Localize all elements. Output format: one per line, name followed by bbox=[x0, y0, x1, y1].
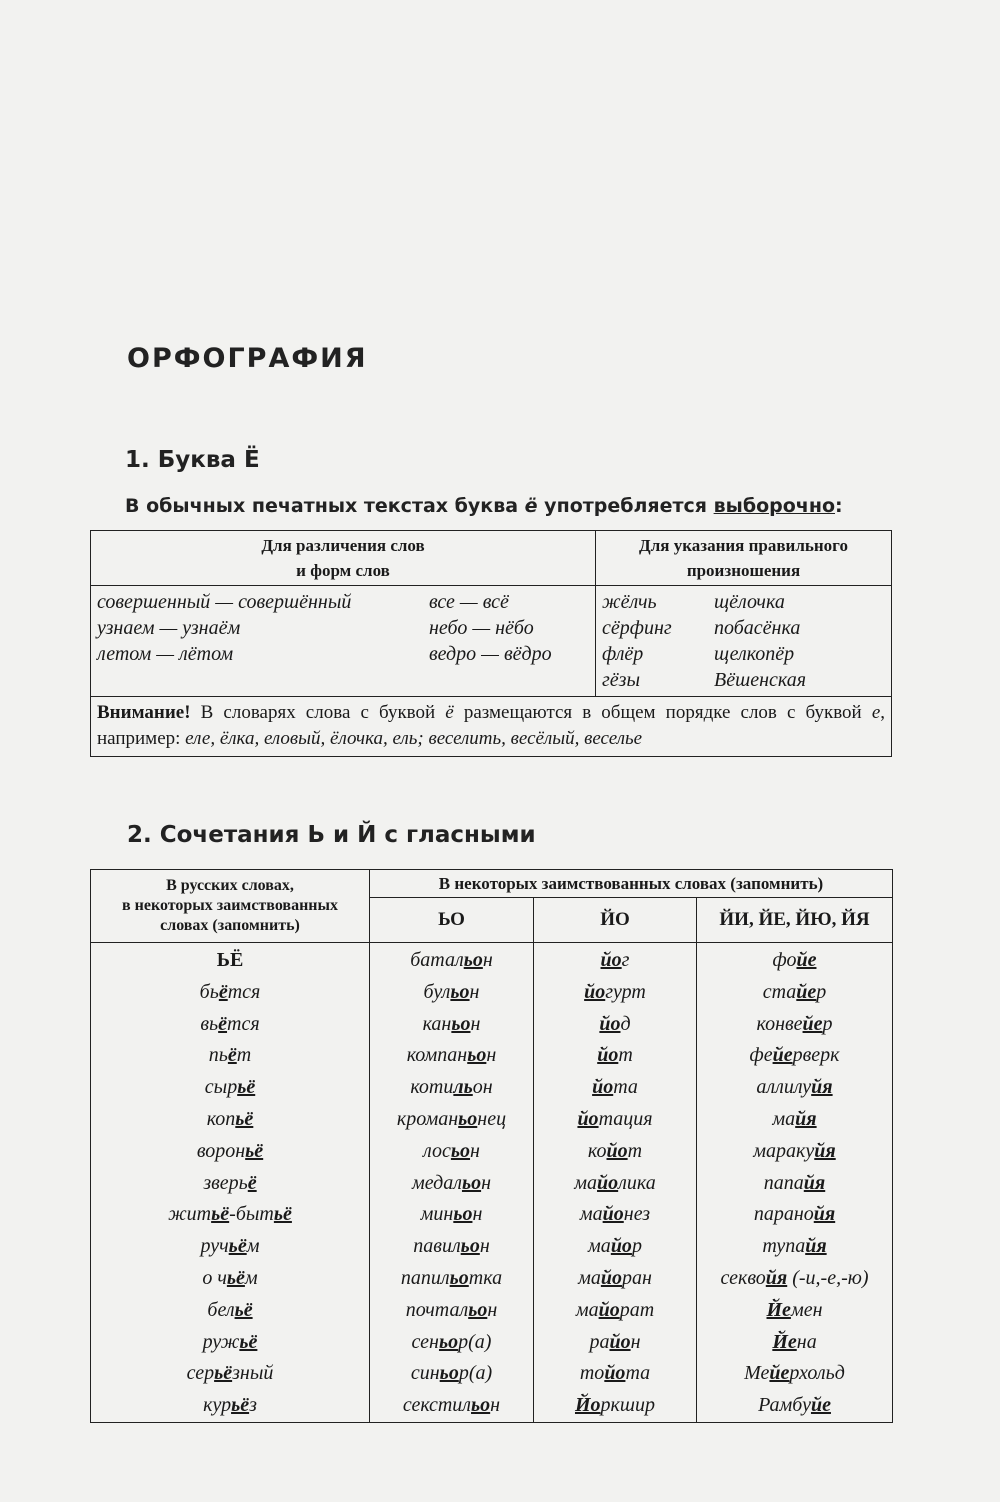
intro-text: В обычных печатных текстах буква bbox=[125, 495, 525, 517]
pronunciation-cell bbox=[596, 586, 892, 697]
note-letter: е bbox=[871, 702, 881, 723]
word-entry: о чьём bbox=[202, 1266, 258, 1289]
section2-title: 2. Сочетания Ь и Й с гласными bbox=[127, 822, 536, 848]
word-pair: узнаем — узнаём bbox=[97, 617, 241, 639]
intro-letter: ё bbox=[524, 495, 538, 517]
word-entry: синьор(а) bbox=[410, 1362, 493, 1385]
word-entry: секстильон bbox=[402, 1394, 501, 1417]
word-entry: сырьё bbox=[204, 1076, 256, 1099]
intro-text-middle: употребляется bbox=[537, 495, 714, 517]
note-label: Внимание! bbox=[97, 702, 191, 723]
table2-header-russian bbox=[91, 870, 370, 943]
table2-header-row bbox=[91, 870, 893, 898]
word-entry: Мейерхольд bbox=[744, 1362, 845, 1385]
header-line: в некоторых заимствованных bbox=[121, 897, 338, 914]
subheader-bo: ЬО bbox=[370, 898, 534, 943]
word-entry: майонез bbox=[579, 1203, 651, 1226]
pronunciation-word: жёлчь bbox=[602, 591, 657, 613]
note-letter: ё bbox=[445, 702, 454, 723]
word-entry: житьё-бытьё bbox=[168, 1203, 292, 1226]
word-pair: небо — нёбо bbox=[429, 617, 534, 639]
note-text: В словарях слова с буквой bbox=[190, 702, 446, 723]
word-entry: ружьё bbox=[202, 1330, 258, 1353]
word-entry: Йемен bbox=[766, 1298, 823, 1321]
word-entry: папайя bbox=[763, 1171, 826, 1194]
pronunciation-word: щёлочка bbox=[714, 591, 785, 613]
note-text: , например: bbox=[97, 702, 885, 749]
table1-note-row bbox=[91, 697, 892, 757]
word-entry: зверьё bbox=[203, 1171, 257, 1194]
word-entry: вороньё bbox=[196, 1139, 264, 1162]
header-line: словах (запомнить) bbox=[160, 917, 300, 934]
word-entry: йод bbox=[599, 1012, 631, 1035]
header-line: В русских словах, bbox=[166, 877, 294, 894]
section1-title: 1. Буква Ё bbox=[125, 447, 260, 473]
distinction-pairs bbox=[97, 589, 589, 667]
table2-body-row bbox=[91, 943, 893, 1423]
word-entry: тупайя bbox=[762, 1235, 827, 1258]
word-entry: бульон bbox=[423, 980, 480, 1003]
word-entry: майорат bbox=[575, 1298, 655, 1321]
soft-sign-table bbox=[90, 869, 893, 1423]
word-entry: майор bbox=[588, 1235, 642, 1258]
word-entry: почтальон bbox=[405, 1298, 498, 1321]
word-entry: йота bbox=[592, 1076, 638, 1099]
word-entry: Йоркшир bbox=[574, 1394, 655, 1417]
word-entry: конвейер bbox=[756, 1012, 833, 1035]
header-line: и форм слов bbox=[296, 561, 390, 580]
word-entry: лосьон bbox=[423, 1139, 480, 1162]
pronunciation-word: побасёнка bbox=[714, 617, 801, 639]
subheader-yo: ЙО bbox=[534, 898, 697, 943]
intro-underlined: выборочно bbox=[713, 495, 836, 517]
word-pair: совершенный — совершённый bbox=[97, 591, 352, 613]
word-entry: серьёзный bbox=[186, 1362, 274, 1385]
intro-text-end: : bbox=[835, 495, 843, 517]
word-entry: йог bbox=[600, 949, 630, 971]
word-entry: район bbox=[589, 1330, 641, 1353]
column-yo bbox=[534, 943, 697, 1423]
pronunciation-word: гёзы bbox=[602, 669, 641, 691]
table1-header-distinction bbox=[91, 531, 596, 586]
word-entry: медальон bbox=[411, 1171, 492, 1194]
distinction-cell bbox=[91, 586, 596, 697]
word-entry: фойе bbox=[772, 949, 817, 971]
word-entry: Рамбуйе bbox=[758, 1394, 831, 1417]
word-entry: паранойя bbox=[753, 1203, 836, 1226]
word-entry: пьёт bbox=[208, 1044, 252, 1067]
word-entry: бьётся bbox=[199, 980, 261, 1003]
word-entry: майя bbox=[772, 1107, 817, 1130]
word-entry: тойота bbox=[579, 1362, 651, 1385]
page-title: ОРФОГРАФИЯ bbox=[127, 343, 368, 374]
header-line: произношения bbox=[686, 561, 801, 580]
pronunciation-word: щелкопёр bbox=[714, 643, 795, 665]
header-line: Для различения слов bbox=[261, 536, 425, 555]
word-entry: йотация bbox=[577, 1107, 653, 1130]
word-entry: майоран bbox=[578, 1266, 652, 1289]
note-text: размещаются в общем порядке слов с буквой bbox=[453, 702, 872, 723]
word-entry: майолика bbox=[574, 1171, 656, 1194]
word-entry: курьёз bbox=[203, 1394, 257, 1417]
word-entry: Йена bbox=[772, 1330, 817, 1353]
word-entry: стайер bbox=[762, 980, 827, 1003]
word-entry: бельё bbox=[207, 1298, 253, 1321]
word-entry: аллилуйя bbox=[756, 1076, 833, 1099]
column-label: ЬЁ bbox=[216, 949, 244, 971]
pronunciation-words bbox=[602, 589, 885, 693]
pronunciation-word: Вёшенская bbox=[714, 669, 807, 691]
word-entry: йогурт bbox=[584, 980, 646, 1003]
table1-header-pronunciation bbox=[596, 531, 892, 586]
word-entry: койот bbox=[587, 1139, 643, 1162]
note-examples: еле, ёлка, еловый, ёлочка, ель; веселить, весёлый, веселье bbox=[185, 728, 643, 749]
table2-header-borrowed: В некоторых заимствованных словах (запомнить) bbox=[370, 870, 893, 898]
pronunciation-word: флёр bbox=[602, 643, 644, 665]
pronunciation-word: сёрфинг bbox=[602, 617, 672, 639]
word-entry: кроманьонец bbox=[396, 1107, 507, 1130]
word-entry: папильотка bbox=[400, 1266, 503, 1289]
word-entry: каньон bbox=[422, 1012, 481, 1035]
word-entry: фейерверк bbox=[749, 1044, 840, 1067]
word-entry: батальон bbox=[410, 949, 493, 971]
word-entry: йот bbox=[597, 1044, 633, 1067]
word-entry: компаньон bbox=[406, 1044, 497, 1067]
word-entry: павильон bbox=[413, 1235, 490, 1258]
word-pair: ведро — вёдро bbox=[429, 643, 552, 665]
table1-body-row bbox=[91, 586, 892, 697]
word-entry: сеньор(а) bbox=[411, 1330, 492, 1353]
column-yi-ye-yu-ya bbox=[697, 943, 893, 1423]
word-entry: маракуйя bbox=[753, 1139, 836, 1162]
section1-intro bbox=[125, 495, 843, 517]
table1-header-row bbox=[91, 531, 892, 586]
column-russian bbox=[91, 943, 370, 1423]
word-entry: миньон bbox=[420, 1203, 483, 1226]
word-entry: секвойя (-и,-е,-ю) bbox=[720, 1266, 869, 1289]
word-pair: все — всё bbox=[429, 591, 509, 613]
subheader-yi-ye-yu-ya: ЙИ, ЙЕ, ЙЮ, ЙЯ bbox=[697, 898, 893, 943]
word-pair: летом — лётом bbox=[97, 643, 234, 665]
letter-yo-table bbox=[90, 530, 892, 757]
attention-note bbox=[91, 697, 892, 757]
word-entry: копьё bbox=[206, 1107, 254, 1130]
word-entry: ручьём bbox=[200, 1235, 260, 1258]
word-entry: котильон bbox=[410, 1076, 493, 1099]
word-entry: вьётся bbox=[200, 1012, 260, 1035]
column-bo bbox=[370, 943, 534, 1423]
header-line: Для указания правильного bbox=[639, 536, 848, 555]
